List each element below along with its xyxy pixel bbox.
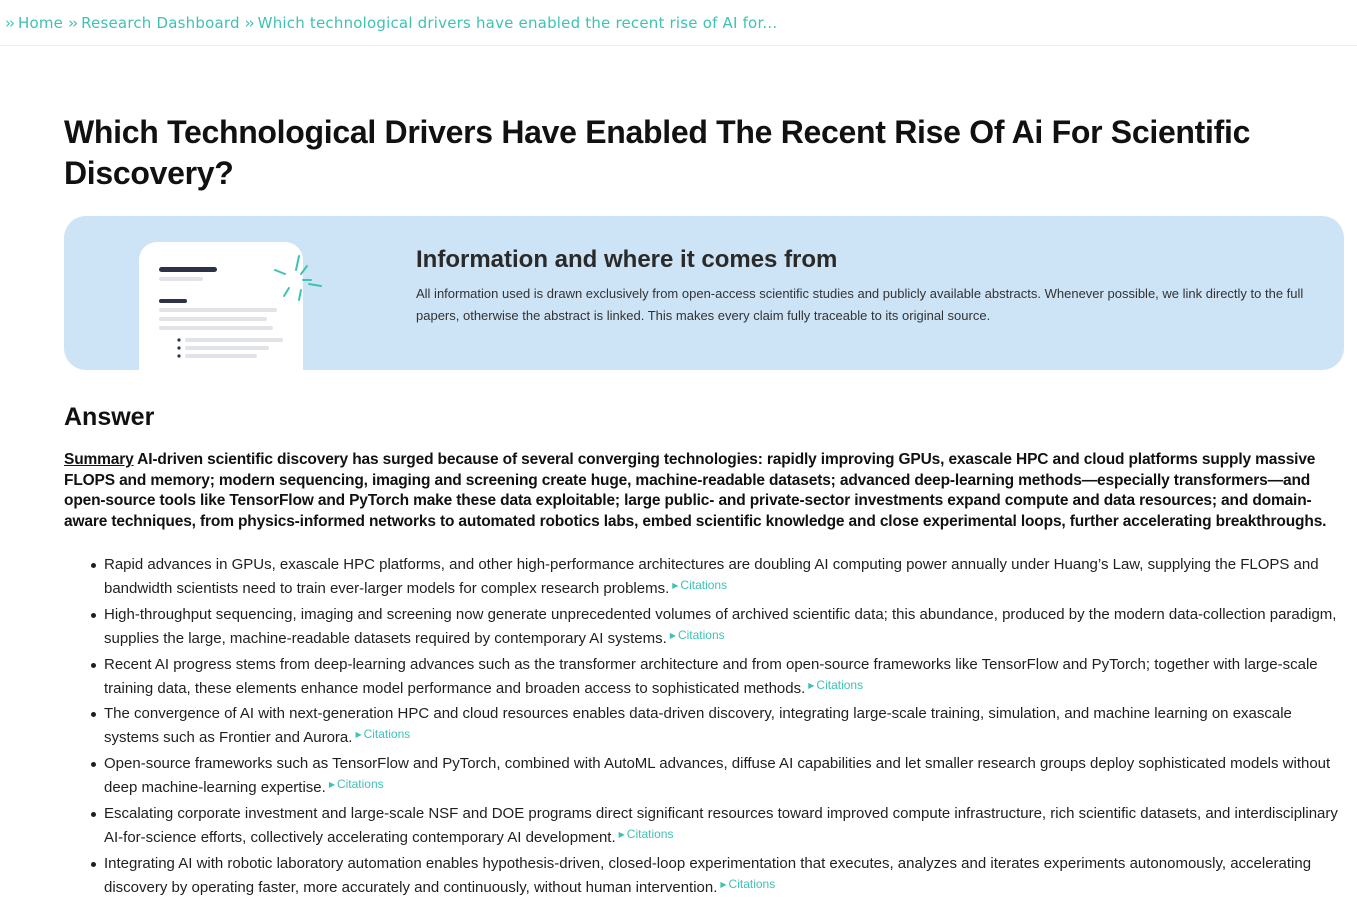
citations-toggle[interactable] bbox=[670, 629, 725, 642]
answer-bullet-list bbox=[64, 553, 1354, 902]
list-item bbox=[104, 603, 1354, 651]
triangle-right-icon: ▶ bbox=[672, 581, 679, 590]
breadcrumb-label: Which technological drivers have enabled the recent rise of AI for... bbox=[257, 13, 778, 32]
breadcrumb-label: Research Dashboard bbox=[81, 13, 240, 32]
breadcrumb bbox=[0, 0, 1357, 46]
citations-label: Citations bbox=[626, 826, 674, 841]
citations-toggle[interactable] bbox=[329, 778, 384, 791]
citations-label: Citations bbox=[677, 627, 725, 642]
citations-label: Citations bbox=[728, 876, 776, 891]
list-item bbox=[104, 702, 1354, 750]
citations-label: Citations bbox=[336, 777, 384, 792]
answer-summary bbox=[64, 450, 1348, 533]
citations-label: Citations bbox=[816, 677, 864, 692]
bullet-text: Recent AI progress stems from deep-learning advances such as the transformer architecture and from open-source frameworks like TensorFlow and PyTorch; together with large-scale training data, these elements enhance model performance and broaden access to sophisticated methods. bbox=[104, 655, 1318, 697]
triangle-right-icon: ▶ bbox=[720, 879, 727, 889]
info-card-text: All information used is drawn exclusively from open-access scientific studies and publicly available abstracts. Whenever possible, we link directly to the full papers, otherwise the abstract is linked. This makes every claim fully traceable to its original source. bbox=[416, 286, 1304, 323]
citations-toggle[interactable] bbox=[720, 878, 775, 891]
page-title: Which Technological Drivers Have Enabled The Recent Rise Of Ai For Scientific Discovery? bbox=[64, 114, 1251, 191]
breadcrumb-current-page[interactable] bbox=[245, 14, 778, 32]
bullet-text: High-throughput sequencing, imaging and screening now generate unprecedented volumes of archived scientific data; this abundance, produced by the modern data-collection paradigm, supplies the large, machine-readable datasets required by contemporary AI systems. bbox=[104, 605, 1337, 647]
info-card-title: Information and where it comes from bbox=[416, 246, 838, 273]
triangle-right-icon: ▶ bbox=[618, 829, 625, 839]
triangle-right-icon: ▶ bbox=[328, 780, 335, 790]
citations-toggle[interactable] bbox=[672, 579, 727, 592]
double-chevron-right-icon: ›› bbox=[68, 13, 77, 32]
answer-heading: Answer bbox=[64, 403, 155, 431]
bullet-text: Rapid advances in GPUs, exascale HPC platforms, and other high-performance architectures are doubling AI computing power annually under Huang’s Law, supplying the FLOPS and bandwidth scientists need to train ever-larger models for complex research problems. bbox=[104, 556, 1319, 597]
double-chevron-right-icon: ›› bbox=[244, 13, 253, 32]
document-sparkle-illustration bbox=[139, 242, 329, 370]
bullet-text: Escalating corporate investment and large-scale NSF and DOE programs direct significant resources toward improved compute infrastructure, rich scientific datasets, and interdisciplinary AI-for-science efforts, collectively accelerating contemporary AI development. bbox=[104, 804, 1338, 846]
breadcrumb-label: Home bbox=[18, 13, 64, 32]
breadcrumb-home[interactable] bbox=[5, 14, 63, 32]
list-item bbox=[104, 653, 1354, 701]
triangle-right-icon: ▶ bbox=[355, 730, 362, 740]
citations-label: Citations bbox=[363, 727, 411, 742]
list-item bbox=[104, 852, 1354, 900]
bullet-text: The convergence of AI with next-generation HPC and cloud resources enables data-driven discovery, integrating large-scale training, simulation, and machine learning on exascale systems such as Frontier and Aurora. bbox=[104, 705, 1292, 747]
list-item bbox=[104, 553, 1354, 601]
info-card bbox=[64, 216, 1344, 370]
triangle-right-icon: ▶ bbox=[669, 630, 676, 640]
citations-label: Citations bbox=[680, 578, 728, 592]
citations-toggle[interactable] bbox=[355, 728, 410, 741]
summary-label: Summary bbox=[64, 451, 134, 468]
double-chevron-right-icon: ›› bbox=[5, 13, 13, 32]
bullet-text: Integrating AI with robotic laboratory automation enables hypothesis-driven, closed-loop experimentation that executes, analyzes and iterates experiments autonomously, accelerating discovery by operating faster, more accurately and continuously, without human intervention. bbox=[104, 854, 1312, 896]
bullet-text: Open-source frameworks such as TensorFlow and PyTorch, combined with AutoML advances, diffuse AI capabilities and let smaller research groups deploy sophisticated models without deep machine-learning expertise. bbox=[104, 755, 1331, 797]
citations-toggle[interactable] bbox=[808, 679, 863, 692]
triangle-right-icon: ▶ bbox=[808, 680, 815, 690]
breadcrumb-research-dashboard[interactable] bbox=[68, 14, 240, 32]
citations-toggle[interactable] bbox=[619, 828, 674, 841]
list-item bbox=[104, 752, 1354, 800]
list-item bbox=[104, 802, 1354, 850]
summary-text: AI-driven scientific discovery has surged because of several converging technologies: rapidly improving GPUs, exascale HPC and cloud platforms supply massive FLOPS and memory; modern sequencing, imaging and screening create huge, machine-readable datasets; advanced deep-learning methods—especially transformers—and open-source tools like TensorFlow and PyTorch make these data exploitable; large public- and private-sector investments expand compute and data resources; and domain-aware techniques, from physics-informed networks to automated robotics labs, embed scientific knowledge and close experimental loops, further accelerating breakthroughs. bbox=[64, 451, 1327, 531]
